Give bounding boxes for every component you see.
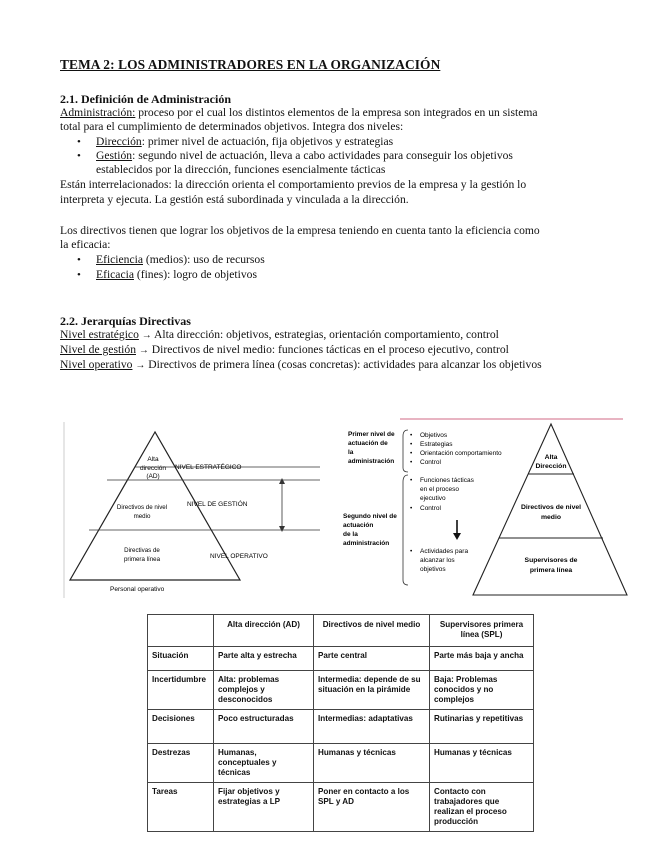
section-heading-definition: 2.1. Definición de Administración (60, 92, 232, 106)
bullet-dot: • (410, 459, 413, 466)
table-cell: Parte central (314, 647, 430, 671)
bullet-eficacia (96, 268, 257, 282)
bullet-gestion-term: Gestión (96, 149, 133, 162)
bullet-eficiencia-text: (medios): uso de recursos (143, 253, 265, 266)
second-level-label-3: de la (343, 531, 358, 538)
bullet-dot: • (410, 432, 413, 439)
second-item: ejecutivo (420, 495, 446, 502)
level-text: Directivos de nivel medio: funciones tácticas en el proceso ejecutivo, control (148, 343, 509, 356)
level-term: Nivel operativo (60, 358, 133, 371)
first-item: Estrategias (420, 441, 453, 448)
pyramid-bot-label-2: primera línea (529, 567, 573, 574)
base-label: Personal operativo (110, 586, 165, 593)
bullet-gestion-line-2: establecidos por la dirección, funciones esencialmente tácticas (96, 163, 386, 176)
definition-line-2: total para el cumplimiento de determinados objetivos. Integra dos niveles: (60, 120, 404, 133)
pyramid-mid-label-1: Directivos de nivel (116, 504, 168, 511)
level-text: Alta dirección: objetivos, estrategias, orientación comportamiento, control (151, 328, 499, 341)
hierarchy-line-management (60, 343, 509, 358)
definition-term: Administración: (60, 106, 136, 119)
table-cell: Baja: Problemas conocidos y no complejos (430, 671, 534, 710)
level-term: Nivel de gestión (60, 343, 136, 356)
table-row-header: Destrezas (148, 744, 214, 783)
second-level-label-4: administración (343, 540, 390, 547)
pyramid-top-label-1: Alta (544, 454, 558, 461)
second-item: en el proceso (420, 486, 460, 493)
section-heading-hierarchy: 2.2. Jerarquías Directivas (60, 314, 191, 328)
relation-line-2: interpreta y ejecuta. La gestión está subordinada y vinculada a la dirección. (60, 193, 409, 206)
table-row-header: Situación (148, 647, 214, 671)
table-row-header: Decisiones (148, 710, 214, 744)
level-term: Nivel estratégico (60, 328, 139, 341)
table-cell: Poner en contacto a los SPL y AD (314, 783, 430, 832)
pyramid-top-label-1: Alta (147, 456, 159, 463)
second-item: Funciones tácticas (420, 477, 474, 484)
pyramid-mid-label-2: medio (540, 514, 562, 521)
level-strategic-label: NIVEL ESTRATÉGICO (175, 464, 242, 471)
table-cell: Humanas y técnicas (430, 744, 534, 783)
second-item: Control (420, 505, 441, 512)
definition-line-1 (60, 106, 538, 120)
second-level-label-2: actuación (343, 522, 374, 529)
brace-second (403, 475, 408, 585)
hierarchy-line-operational (60, 358, 542, 373)
pyramid-diagram-actions (340, 412, 630, 602)
second-item: objetivos (420, 566, 446, 573)
level-management-label: NIVEL DE GESTIÓN (187, 501, 248, 508)
table-row (148, 671, 534, 710)
arrow-icon: → (141, 330, 152, 341)
table-cell: Parte alta y estrecha (214, 647, 314, 671)
bullet-direccion-term: Dirección (96, 135, 142, 148)
table-cell: Alta: problemas complejos y desconocidos (214, 671, 314, 710)
second-item: alcanzar los (420, 557, 455, 564)
first-level-label-4: administración (348, 458, 395, 465)
table-cell: Parte más baja y ancha (430, 647, 534, 671)
first-level-label-3: la (348, 449, 354, 456)
bullet-eficacia-text: (fines): logro de objetivos (133, 268, 257, 281)
arrow-head-down (279, 526, 285, 532)
pyramid-mid-label-1: Directivos de nivel (520, 504, 582, 511)
comparison-table (147, 614, 534, 832)
bullet-eficacia-term: Eficacia (96, 268, 134, 281)
table-header-cell (148, 615, 214, 647)
pyramid-bot-label-2: primera línea (123, 556, 161, 563)
table-cell: Humanas, conceptuales y técnicas (214, 744, 314, 783)
table-cell: Fijar objetivos y estrategias a LP (214, 783, 314, 832)
table-cell: Contacto con trabajadores que realizan el proceso producción (430, 783, 534, 832)
table-row-header: Incertidumbre (148, 671, 214, 710)
arrow-icon: → (135, 360, 146, 371)
bullet-direccion (96, 135, 393, 149)
arrow-icon: → (138, 345, 149, 356)
pyramid-diagram-levels (62, 420, 324, 600)
bullet-dot: • (410, 477, 413, 484)
table-cell: Rutinarias y repetitivas (430, 710, 534, 744)
bullet-direccion-text: : primer nivel de actuación, fija objetivos y estrategias (141, 135, 394, 148)
table-header-cell: Directivos de nivel medio (314, 615, 430, 647)
bullet-dot: • (77, 136, 81, 148)
brace-first (403, 430, 408, 472)
table-header-cell: Supervisores primera línea (SPL) (430, 615, 534, 647)
pyramid-bot-label-1: Supervisores de (524, 557, 578, 564)
table-cell: Intermedias: adaptativas (314, 710, 430, 744)
definition-text: proceso por el cual los distintos elementos de la empresa son integrados en un sistema (135, 106, 538, 119)
pyramid-top-label-3: (AD) (146, 473, 160, 480)
first-item: Control (420, 459, 441, 466)
pyramid-top-label-2: dirección (139, 465, 167, 472)
efficiency-intro-1: Los directivos tienen que lograr los objetivos de la empresa teniendo en cuenta tanto la eficiencia como (60, 224, 540, 237)
bullet-dot: • (77, 150, 81, 162)
bullet-eficiencia-term: Eficiencia (96, 253, 143, 266)
arrow-head-down (453, 533, 461, 540)
first-item: Orientación comportamiento (420, 450, 502, 457)
arrow-head-up (279, 478, 285, 484)
first-item: Objetivos (420, 432, 448, 439)
table-header-row (148, 615, 534, 647)
hierarchy-line-strategic (60, 328, 499, 343)
pyramid-mid-label-2: medio (133, 513, 151, 520)
bullet-dot: • (410, 450, 413, 457)
table-header-cell: Alta dirección (AD) (214, 615, 314, 647)
second-level-label-1: Segundo nivel de (343, 513, 397, 520)
bullet-dot: • (77, 254, 81, 266)
level-operational-label: NIVEL OPERATIVO (210, 553, 268, 560)
bullet-dot: • (410, 441, 413, 448)
table-row (148, 783, 534, 832)
relation-line-1: Están interrelacionados: la dirección orienta el comportamiento previos de la empresa y la gestión lo (60, 178, 527, 191)
pyramid-top-label-2: Dirección (535, 463, 567, 470)
bullet-gestion-text: : segundo nivel de actuación, lleva a cabo actividades para conseguir los objetivos (132, 149, 513, 162)
bullet-eficiencia (96, 253, 265, 267)
bullet-gestion (96, 149, 513, 163)
bullet-dot: • (410, 548, 413, 555)
second-item: Actividades para (420, 548, 469, 555)
table-row-header: Tareas (148, 783, 214, 832)
page-title: TEMA 2: LOS ADMINISTRADORES EN LA ORGANIZACIÓN (60, 57, 441, 72)
table-row (148, 744, 534, 783)
first-level-label-1: Primer nivel de (348, 431, 395, 438)
table-cell: Humanas y técnicas (314, 744, 430, 783)
efficiency-intro-2: la eficacia: (60, 238, 111, 251)
table-cell: Poco estructuradas (214, 710, 314, 744)
table-cell: Intermedia: depende de su situación en la pirámide (314, 671, 430, 710)
level-text: Directivos de primera línea (cosas concretas): actividades para alcanzar los objetivos (145, 358, 542, 371)
table-row (148, 710, 534, 744)
pyramid-bot-label-1: Directivas de (124, 547, 160, 554)
bullet-dot: • (77, 269, 81, 281)
first-level-label-2: actuación de (348, 440, 388, 447)
bullet-dot: • (410, 505, 413, 512)
table-row (148, 647, 534, 671)
